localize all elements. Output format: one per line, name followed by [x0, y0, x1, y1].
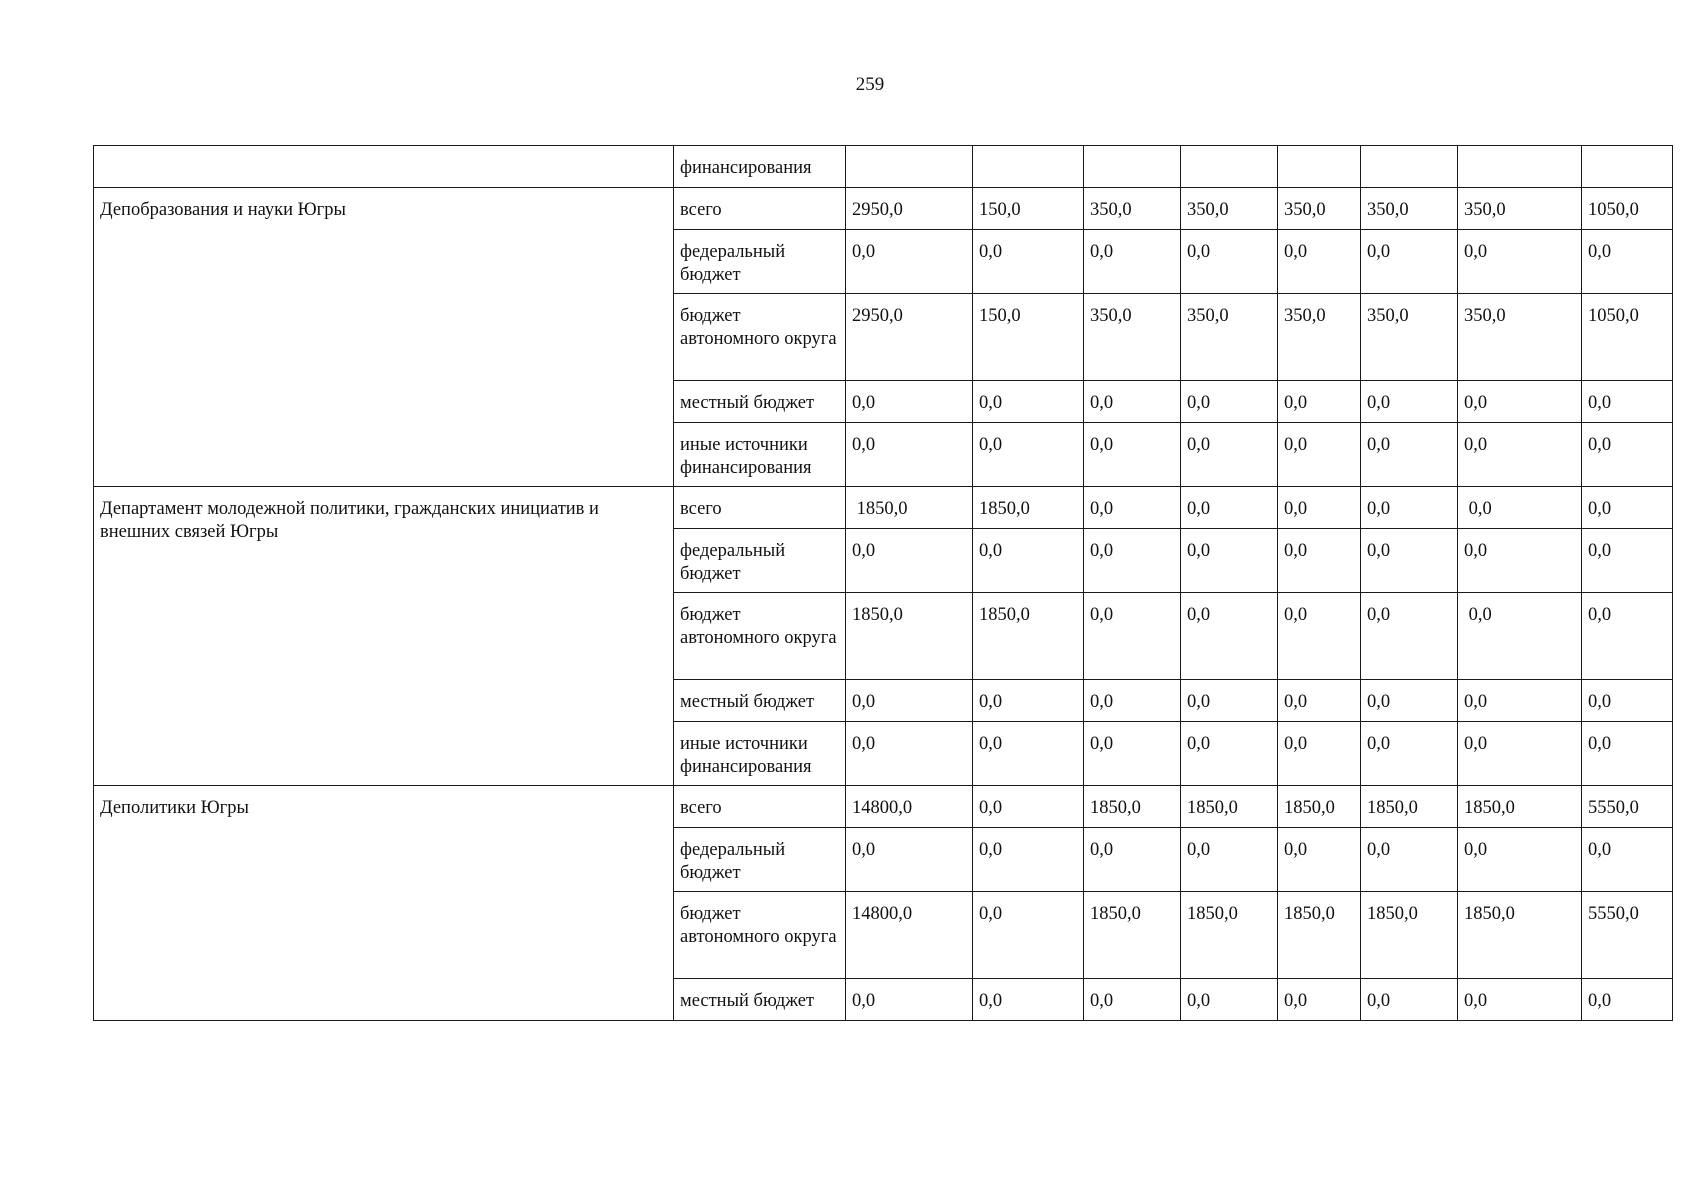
value-cell: 0,0	[1458, 979, 1582, 1021]
organization-cell: Департамент молодежной политики, гражданских инициатив и внешних связей Югры	[94, 487, 674, 786]
value-cell: 0,0	[1084, 593, 1181, 680]
value-cell: 0,0	[1361, 828, 1458, 892]
value-cell: 0,0	[1458, 828, 1582, 892]
value-cell: 0,0	[973, 722, 1084, 786]
value-cell: 0,0	[1181, 529, 1278, 593]
continuation-row	[94, 146, 1673, 188]
budget-table-body	[94, 146, 1673, 1021]
value-cell: 0,0	[1361, 381, 1458, 423]
value-cell: 0,0	[1582, 680, 1673, 722]
value-cell: 150,0	[973, 188, 1084, 230]
value-cell: 0,0	[1582, 381, 1673, 423]
value-cell: 0,0	[1582, 828, 1673, 892]
value-cell: 0,0	[1084, 722, 1181, 786]
value-cell: 1850,0	[846, 593, 973, 680]
table-row	[94, 786, 1673, 828]
value-cell: 350,0	[1181, 188, 1278, 230]
value-cell	[846, 146, 973, 188]
value-cell: 1050,0	[1582, 294, 1673, 381]
value-cell: 0,0	[846, 722, 973, 786]
value-cell: 350,0	[1278, 294, 1361, 381]
value-cell: 350,0	[1084, 188, 1181, 230]
value-cell: 0,0	[1458, 680, 1582, 722]
value-cell: 350,0	[1458, 188, 1582, 230]
value-cell: 0,0	[973, 680, 1084, 722]
value-cell	[1361, 146, 1458, 188]
funding-source-cell: бюджет автономного округа	[674, 294, 846, 381]
value-cell: 0,0	[1084, 423, 1181, 487]
value-cell: 0,0	[846, 529, 973, 593]
value-cell: 0,0	[973, 230, 1084, 294]
funding-source-cell: всего	[674, 188, 846, 230]
value-cell: 150,0	[973, 294, 1084, 381]
value-cell: 0,0	[1582, 979, 1673, 1021]
value-cell: 0,0	[1278, 230, 1361, 294]
value-cell: 0,0	[1458, 593, 1582, 680]
value-cell: 0,0	[1084, 828, 1181, 892]
value-cell: 0,0	[1278, 593, 1361, 680]
value-cell: 0,0	[1084, 487, 1181, 529]
value-cell: 0,0	[973, 892, 1084, 979]
value-cell: 0,0	[1582, 529, 1673, 593]
funding-source-cell: местный бюджет	[674, 979, 846, 1021]
value-cell: 0,0	[1278, 529, 1361, 593]
funding-source-cell: бюджет автономного округа	[674, 593, 846, 680]
value-cell: 2950,0	[846, 294, 973, 381]
value-cell: 0,0	[1582, 722, 1673, 786]
funding-source-cell: иные источники финансирования	[674, 423, 846, 487]
value-cell: 0,0	[1361, 680, 1458, 722]
value-cell: 0,0	[1084, 529, 1181, 593]
value-cell: 0,0	[1361, 423, 1458, 487]
value-cell: 0,0	[1361, 979, 1458, 1021]
value-cell: 0,0	[1181, 423, 1278, 487]
table-row	[94, 188, 1673, 230]
value-cell: 0,0	[1084, 381, 1181, 423]
value-cell: 0,0	[1181, 680, 1278, 722]
value-cell: 0,0	[1278, 722, 1361, 786]
value-cell: 0,0	[846, 979, 973, 1021]
value-cell: 0,0	[1582, 230, 1673, 294]
value-cell: 0,0	[1458, 722, 1582, 786]
value-cell: 1850,0	[1458, 786, 1582, 828]
value-cell: 0,0	[973, 381, 1084, 423]
value-cell: 0,0	[846, 230, 973, 294]
value-cell: 0,0	[846, 680, 973, 722]
value-cell	[1084, 146, 1181, 188]
organization-cell: Депобразования и науки Югры	[94, 188, 674, 487]
value-cell: 1850,0	[846, 487, 973, 529]
funding-source-cell: федеральный бюджет	[674, 828, 846, 892]
funding-source-cell: финансирования	[674, 146, 846, 188]
value-cell: 350,0	[1278, 188, 1361, 230]
value-cell: 0,0	[846, 381, 973, 423]
value-cell: 1850,0	[1361, 892, 1458, 979]
funding-source-cell: федеральный бюджет	[674, 529, 846, 593]
value-cell: 0,0	[1181, 722, 1278, 786]
value-cell: 0,0	[1458, 381, 1582, 423]
value-cell: 0,0	[1361, 230, 1458, 294]
value-cell: 350,0	[1361, 188, 1458, 230]
value-cell: 1050,0	[1582, 188, 1673, 230]
value-cell: 0,0	[973, 529, 1084, 593]
value-cell	[1582, 146, 1673, 188]
funding-source-cell: бюджет автономного округа	[674, 892, 846, 979]
value-cell: 0,0	[1181, 487, 1278, 529]
value-cell	[1458, 146, 1582, 188]
value-cell: 1850,0	[1181, 892, 1278, 979]
value-cell: 350,0	[1458, 294, 1582, 381]
value-cell	[1181, 146, 1278, 188]
value-cell: 0,0	[1582, 423, 1673, 487]
value-cell: 0,0	[1278, 381, 1361, 423]
value-cell: 0,0	[1181, 230, 1278, 294]
value-cell: 0,0	[973, 786, 1084, 828]
value-cell: 0,0	[1278, 979, 1361, 1021]
value-cell: 14800,0	[846, 786, 973, 828]
value-cell: 0,0	[1084, 230, 1181, 294]
value-cell: 0,0	[1084, 680, 1181, 722]
value-cell: 0,0	[846, 828, 973, 892]
value-cell: 1850,0	[973, 487, 1084, 529]
funding-source-cell: федеральный бюджет	[674, 230, 846, 294]
value-cell: 0,0	[1181, 979, 1278, 1021]
value-cell: 350,0	[1361, 294, 1458, 381]
value-cell: 2950,0	[846, 188, 973, 230]
value-cell: 1850,0	[1181, 786, 1278, 828]
organization-cell	[94, 146, 674, 188]
value-cell: 0,0	[1181, 828, 1278, 892]
value-cell: 0,0	[1361, 529, 1458, 593]
value-cell: 1850,0	[1278, 786, 1361, 828]
value-cell: 0,0	[1181, 381, 1278, 423]
value-cell: 0,0	[1278, 423, 1361, 487]
value-cell: 0,0	[1582, 487, 1673, 529]
value-cell: 14800,0	[846, 892, 973, 979]
value-cell: 1850,0	[1278, 892, 1361, 979]
value-cell: 1850,0	[973, 593, 1084, 680]
value-cell: 0,0	[973, 979, 1084, 1021]
value-cell: 0,0	[1458, 529, 1582, 593]
funding-source-cell: местный бюджет	[674, 381, 846, 423]
value-cell: 1850,0	[1084, 892, 1181, 979]
value-cell: 1850,0	[1458, 892, 1582, 979]
value-cell: 0,0	[1458, 487, 1582, 529]
value-cell: 350,0	[1084, 294, 1181, 381]
funding-source-cell: иные источники финансирования	[674, 722, 846, 786]
page-number: 259	[855, 74, 885, 95]
funding-source-cell: местный бюджет	[674, 680, 846, 722]
value-cell: 0,0	[1278, 680, 1361, 722]
value-cell: 0,0	[1361, 593, 1458, 680]
organization-cell: Деполитики Югры	[94, 786, 674, 1021]
value-cell: 1850,0	[1084, 786, 1181, 828]
value-cell: 5550,0	[1582, 786, 1673, 828]
value-cell	[1278, 146, 1361, 188]
value-cell: 1850,0	[1361, 786, 1458, 828]
value-cell: 0,0	[1361, 487, 1458, 529]
value-cell: 0,0	[973, 828, 1084, 892]
value-cell: 0,0	[1181, 593, 1278, 680]
funding-source-cell: всего	[674, 487, 846, 529]
budget-table	[93, 145, 1673, 1021]
table-row	[94, 487, 1673, 529]
value-cell: 0,0	[973, 423, 1084, 487]
value-cell: 0,0	[1084, 979, 1181, 1021]
value-cell	[973, 146, 1084, 188]
value-cell: 0,0	[1458, 230, 1582, 294]
funding-source-cell: всего	[674, 786, 846, 828]
value-cell: 0,0	[1582, 593, 1673, 680]
value-cell: 0,0	[1361, 722, 1458, 786]
value-cell: 5550,0	[1582, 892, 1673, 979]
value-cell: 350,0	[1181, 294, 1278, 381]
value-cell: 0,0	[1458, 423, 1582, 487]
value-cell: 0,0	[1278, 487, 1361, 529]
value-cell: 0,0	[1278, 828, 1361, 892]
value-cell: 0,0	[846, 423, 973, 487]
